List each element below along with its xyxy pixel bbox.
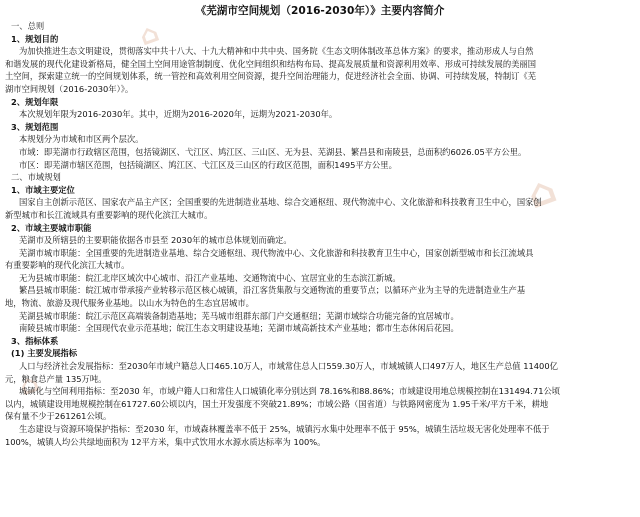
paragraph-line: 和谐发展的现代化建设新格局，健全国土空间用途管制制度、优化空间组织和结构布局、提高发展质量和资源利用效率、形成可持续发展的美丽国 <box>5 58 537 69</box>
subsection-heading: 3、规划范围 <box>11 121 59 132</box>
paragraph-line: 人口与经济社会发展指标：至2030年市域户籍总人口465.10万人，市域常住总人口559.30万人，市域城镇人口497万人，地区生产总值 11400亿 <box>19 361 558 372</box>
paragraph-line: 南陵县城市职能：全国现代农业示范基地；皖江生态文明建设基地；芜湖市域高新技术产业基地；都市生态休闲后花园。 <box>19 323 459 334</box>
subsection-heading: (1) 主要发展指标 <box>11 348 78 359</box>
watermark-mark: ⌂ <box>521 166 562 218</box>
paragraph-line: 国家自主创新示范区、国家农产品主产区；全国重要的先进制造业基地、综合交通枢纽、现代物流中心、文化旅游和科技教育卫生中心，国家创 <box>19 197 542 208</box>
paragraph-line: 湖市空间规划（2016-2030年）》。 <box>5 83 134 94</box>
paragraph-line: 市区：即芜湖市辖区范围，包括镜湖区、鸠江区、弋江区及三山区的行政区范围，面积1495平方公里。 <box>19 159 397 170</box>
paragraph-line: 以内，城镇建设用地规模控制在61727.60公顷以内，国土开发强度不突破21.89%；市域公路（国省道）与铁路网密度为 1.95千米/平方千米，耕地 <box>5 398 549 409</box>
body-lines <box>5 33 635 449</box>
paragraph-line: 为加快推进生态文明建设，贯彻落实中共十八大、十九大精神和中共中央、国务院《生态文明体制改革总体方案》的要求，推动形成人与自然 <box>19 46 534 57</box>
paragraph-line: 无为县城市职能：皖江北岸区域次中心城市、沿江产业基地、交通物流中心、宜居宜业的生态滨江新城。 <box>19 272 401 283</box>
subsection-heading: 1、规划目的 <box>11 33 59 44</box>
paragraph-line: 元，粮食总产量 135万吨。 <box>5 373 107 384</box>
document-body <box>5 17 635 448</box>
watermark-mark: ⌂ <box>135 17 164 53</box>
paragraph-line: 芜湖市及所辖县的主要职能依据各市县至 2030年的城市总体规划而确定。 <box>19 235 292 246</box>
paragraph-line: 100%，城镇人均公共绿地面积为 12平方米，集中式饮用水水源水质达标率为 100%。 <box>5 436 326 447</box>
paragraph-line: 有重要影响的现代化滨江大城市。 <box>5 260 130 271</box>
section-heading: 二、市域规划 <box>11 172 61 183</box>
paragraph-line: 繁昌县城市职能：皖江城市带承接产业转移示范区核心城镇，沿江客货集散与交通物流的重要节点；以循环产业为主导的先进制造业生产基 <box>19 285 526 296</box>
paragraph-line: 地，物流、旅游及现代服务业基地。以山水为特色的生态宜居城市。 <box>5 298 254 309</box>
paragraph-line: 芜湖市城市职能：全国重要的先进制造业基地、综合交通枢纽、现代物流中心、文化旅游和科技教育卫生中心，国家创新型城市和长江流域具 <box>19 247 534 258</box>
document-title: 《芜湖市空间规划（2016-2030年）》主要内容简介 <box>195 5 445 17</box>
paragraph-line: 土空间，探索建立统一的空间规划体系，统一管控和高效利用空间资源，提升空间治理能力，促进经济社会全面、协调、可持续发展，特制订《芜 <box>5 71 537 82</box>
subsection-heading: 2、市域主要城市职能 <box>11 222 92 233</box>
watermark-mark: ⌂ <box>15 367 44 403</box>
paragraph-line: 芜湖县城市职能：皖江示范区高端装备制造基地；芜马城市组群东部门户交通枢纽；芜湖市域综合功能完备的宜居城市。 <box>19 310 459 321</box>
subsection-heading: 2、规划年限 <box>11 96 59 107</box>
paragraph-line: 新型城市和长江流域具有重要影响的现代化滨江大城市。 <box>5 209 213 220</box>
paragraph-line: 市域：即芜湖市行政辖区范围，包括镜湖区、弋江区、鸠江区、三山区、无为县、芜湖县、繁昌县和南陵县，总面积约6026.05平方公里。 <box>19 146 527 157</box>
paragraph-line: 本规划分为市域和市区两个层次。 <box>19 134 144 145</box>
paragraph-line: 保有量不少于261261公顷。 <box>5 411 112 422</box>
paragraph-line: 本次规划年限为2016-2030年。其中，近期为2016-2020年，远期为2021-2030年。 <box>19 109 338 120</box>
section-heading-general: 一、总则 <box>11 21 45 31</box>
subsection-heading: 1、市域主要定位 <box>11 184 75 195</box>
subsection-heading: 3、指标体系 <box>11 335 59 346</box>
paragraph-line: 生态建设与资源环境保护指标：至2030 年，市域森林覆盖率不低于 25%，城镇污水集中处理率不低于 95%，城镇生活垃圾无害化处理率不低于 <box>19 424 550 434</box>
paragraph-line: 城镇化与空间利用指标：至2030 年，市域户籍人口和常住人口城镇化率分别达到 78.16%和88.86%；市域建设用地总规模控制在131494.71公顷 <box>19 386 561 397</box>
